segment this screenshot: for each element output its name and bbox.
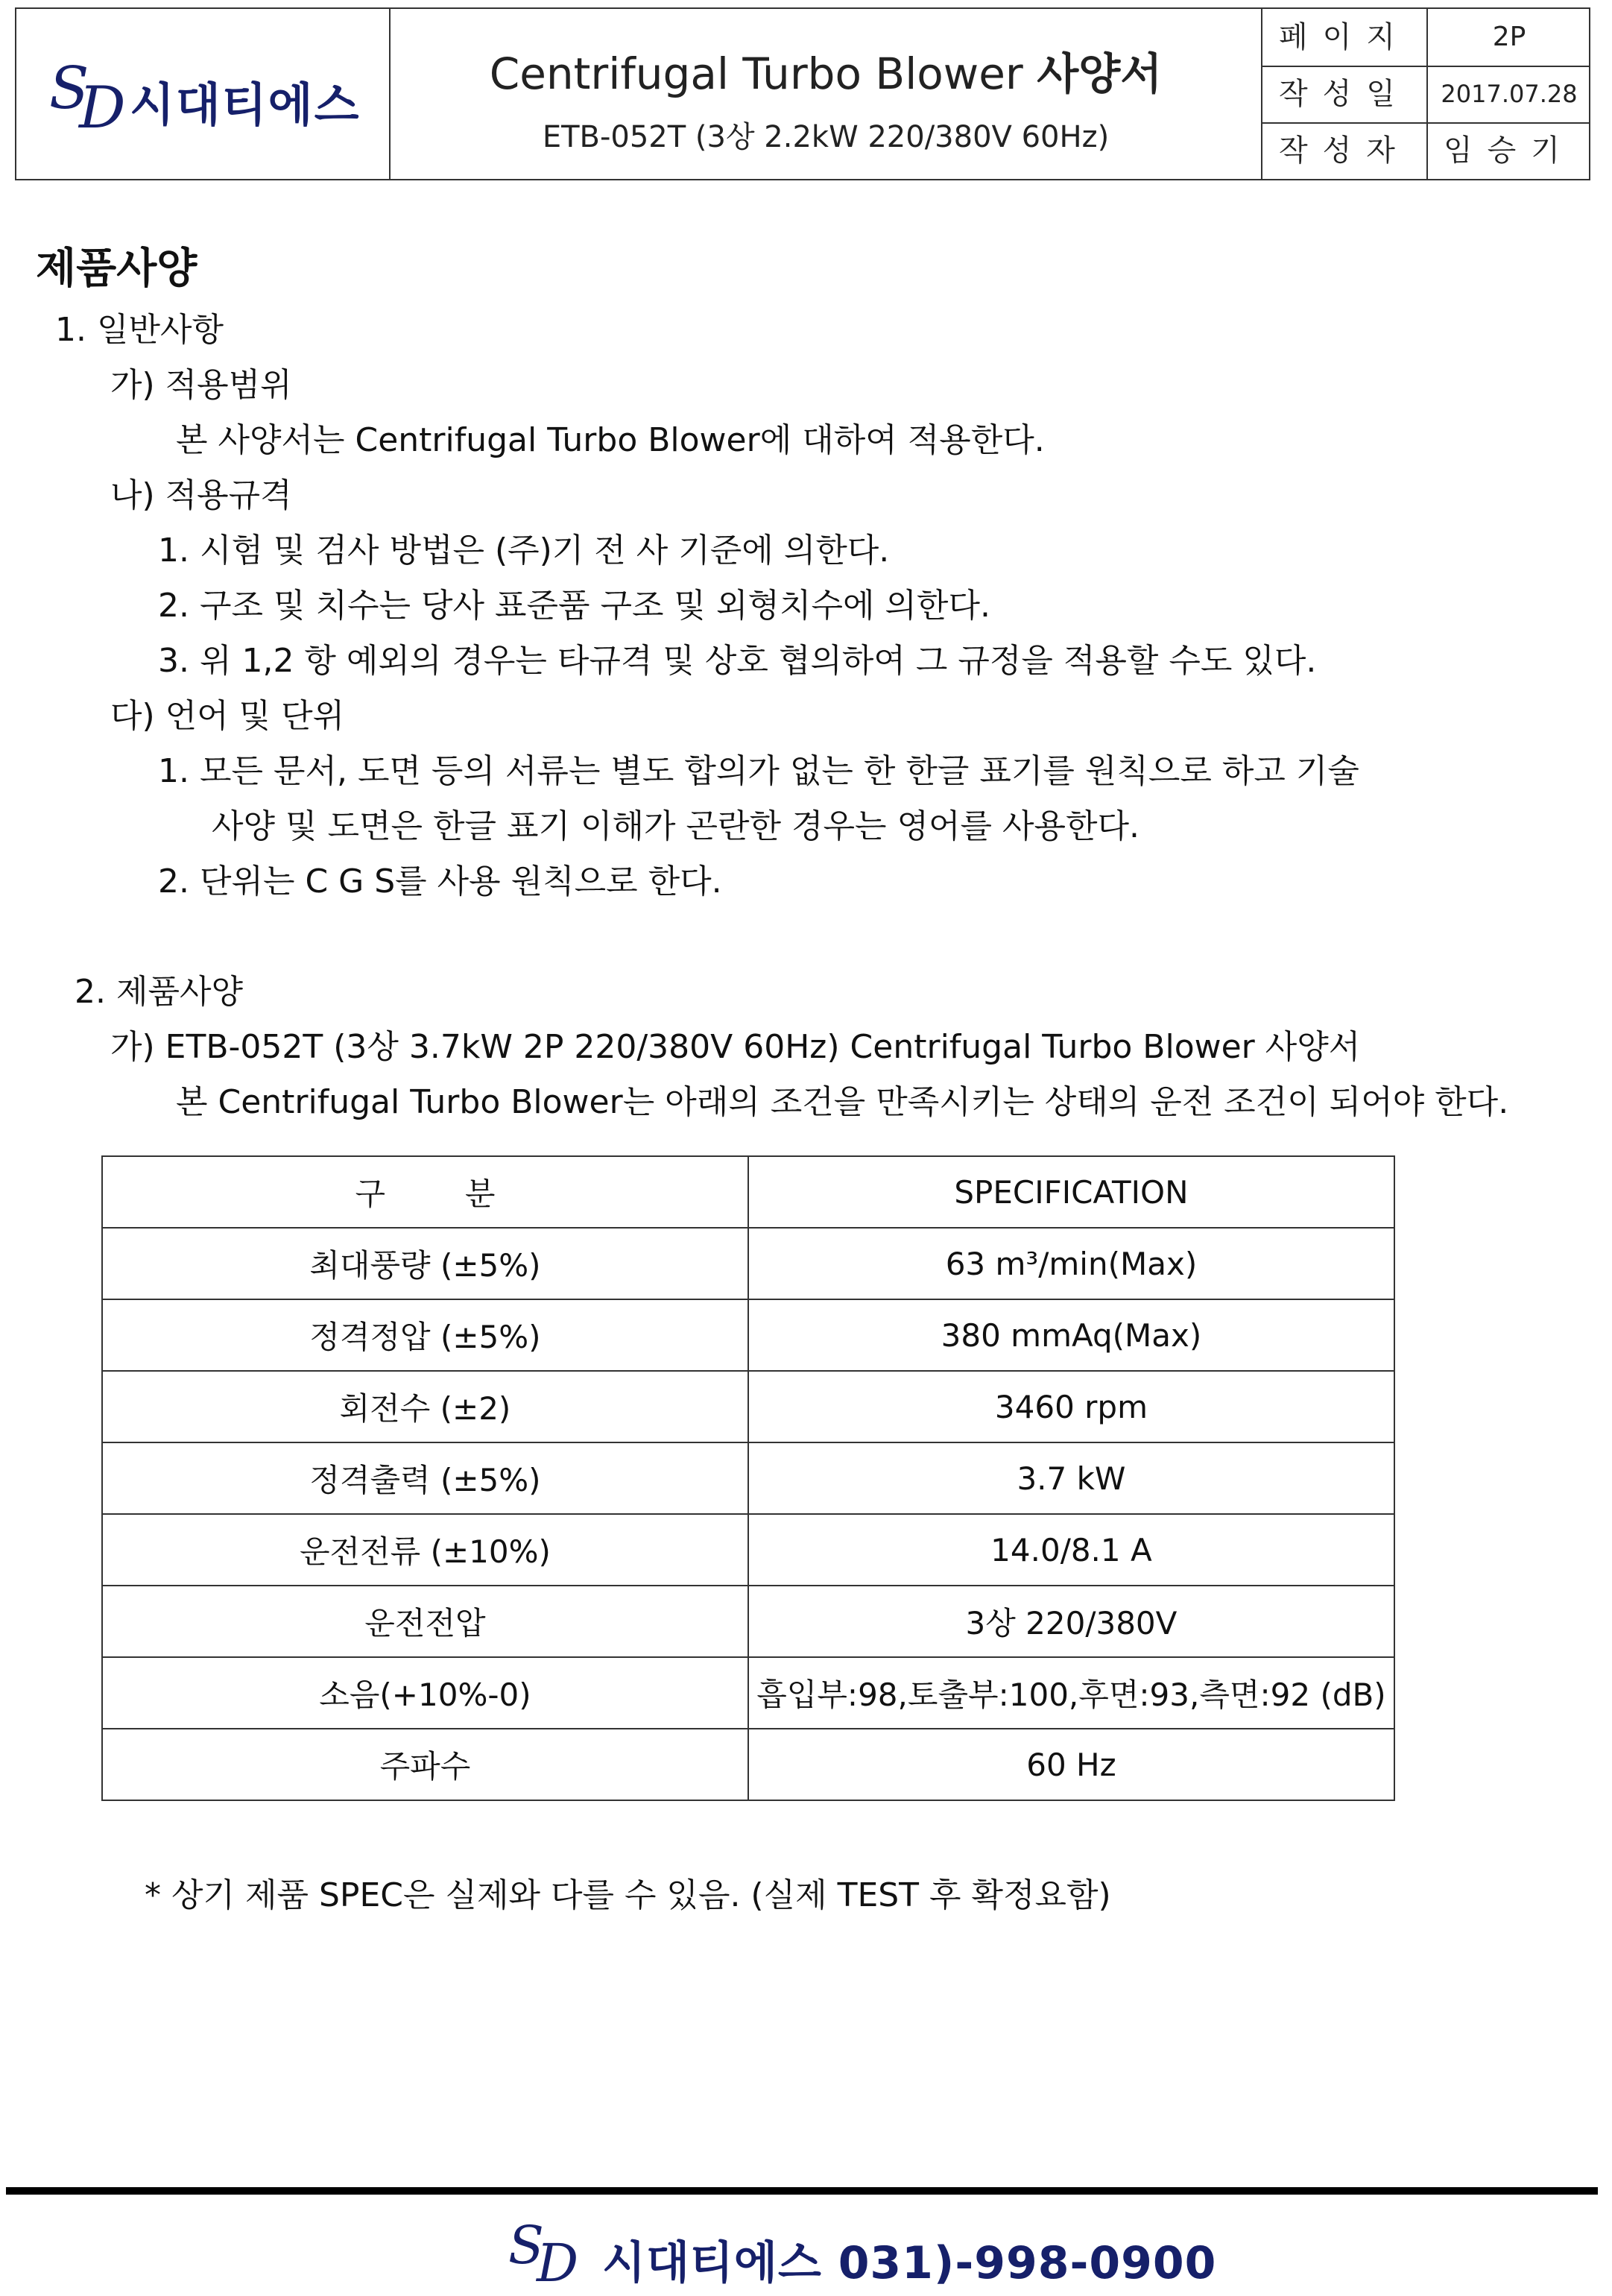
spec-row bbox=[102, 1586, 1394, 1657]
s1-b-item: 2. 구조 및 치수는 당사 표준품 구조 및 외형치수에 의한다. bbox=[158, 587, 990, 625]
s1-a-text: 본 사양서는 Centrifugal Turbo Blower에 대하여 적용한다. bbox=[176, 421, 1045, 459]
spec-key: 회전수 (±2) bbox=[102, 1371, 748, 1442]
s2-a-title: 가) ETB-052T (3상 3.7kW 2P 220/380V 60Hz) Centrifugal Turbo Blower 사양서 bbox=[110, 1028, 1361, 1066]
spec-header-key: 구 분 bbox=[102, 1156, 748, 1228]
spec-row bbox=[102, 1657, 1394, 1729]
svg-text:S: S bbox=[49, 55, 89, 122]
meta-value: 임승기 bbox=[1444, 133, 1575, 168]
s1-c-title: 다) 언어 및 단위 bbox=[110, 697, 345, 735]
meta-key: 작성일 bbox=[1262, 66, 1428, 122]
spec-value: 60 Hz bbox=[748, 1729, 1394, 1800]
sd-logo-icon bbox=[46, 50, 128, 139]
meta-key: 페이지 bbox=[1262, 9, 1428, 66]
s1-c-item: 2. 단위는 C G S를 사용 원칙으로 한다. bbox=[158, 862, 722, 901]
s1-c-item-line: 1. 모든 문서, 도면 등의 서류는 별도 합의가 없는 한 한글 표기를 원칙으로 하고 기술 bbox=[158, 752, 1359, 790]
s1-b-title: 나) 적용규격 bbox=[110, 476, 292, 514]
sd-logo-icon bbox=[507, 2211, 581, 2290]
spec-value: 14.0/8.1 A bbox=[748, 1514, 1394, 1586]
spec-row bbox=[102, 1299, 1394, 1371]
spec-header-row bbox=[102, 1156, 1394, 1228]
meta-table bbox=[1261, 9, 1590, 179]
spec-header-value: SPECIFICATION bbox=[748, 1156, 1394, 1228]
svg-text:S: S bbox=[508, 2215, 544, 2276]
spec-row bbox=[102, 1228, 1394, 1299]
document-title bbox=[391, 39, 1261, 101]
spec-key: 운전전류 (±10%) bbox=[102, 1514, 748, 1586]
document-header bbox=[15, 7, 1590, 180]
meta-row-page bbox=[1262, 9, 1590, 67]
spec-value: 3.7 kW bbox=[748, 1442, 1394, 1514]
spec-key: 정격정압 (±5%) bbox=[102, 1299, 748, 1371]
logo-cell bbox=[16, 9, 391, 179]
spec-key: 운전전압 bbox=[102, 1586, 748, 1657]
svg-text:D: D bbox=[79, 75, 126, 139]
spec-key: 주파수 bbox=[102, 1729, 748, 1800]
document-title-main: Centrifugal Turbo Blower bbox=[489, 48, 1023, 99]
s2-a-text: 본 Centrifugal Turbo Blower는 아래의 조건을 만족시키는 상태의 운전 조건이 되어야 한다. bbox=[176, 1083, 1509, 1121]
spec-value: 흡입부:98,토출부:100,후면:93,측면:92 (dB) bbox=[748, 1657, 1394, 1729]
spec-row bbox=[102, 1514, 1394, 1586]
meta-key: 작성자 bbox=[1262, 122, 1428, 179]
section-title: 제품사양 bbox=[36, 245, 197, 293]
meta-value: 2P bbox=[1492, 22, 1526, 52]
footer bbox=[507, 2211, 1217, 2293]
spec-row bbox=[102, 1729, 1394, 1800]
spec-value: 380 mmAq(Max) bbox=[748, 1299, 1394, 1371]
company-logo bbox=[46, 50, 374, 139]
s1-b-item: 3. 위 1,2 항 예외의 경우는 타규격 및 상호 협의하여 그 규정을 적용할 수도 있다. bbox=[158, 642, 1317, 680]
svg-text:D: D bbox=[537, 2233, 579, 2290]
meta-row-date bbox=[1262, 66, 1590, 124]
spec-note: * 상기 제품 SPEC은 실제와 다를 수 있음. (실제 TEST 후 확정요함) bbox=[145, 1876, 1111, 1914]
spec-key: 최대풍량 (±5%) bbox=[102, 1228, 748, 1299]
footer-contact: 시대티에스 031)-998-0900 bbox=[602, 2237, 1217, 2289]
spec-key: 소음(+10%-0) bbox=[102, 1657, 748, 1729]
spec-key: 정격출력 (±5%) bbox=[102, 1442, 748, 1514]
spec-row bbox=[102, 1371, 1394, 1442]
document-subtitle: ETB-052T (3상 2.2kW 220/380V 60Hz) bbox=[542, 120, 1110, 154]
s1-a-title: 가) 적용범위 bbox=[110, 366, 292, 404]
spec-value: 3460 rpm bbox=[748, 1371, 1394, 1442]
s1-b-item: 1. 시험 및 검사 방법은 (주)기 전 사 기준에 의한다. bbox=[158, 532, 890, 570]
meta-value: 2017.07.28 bbox=[1441, 80, 1578, 108]
logo-text: 시대티에스 bbox=[130, 78, 361, 132]
meta-row-author bbox=[1262, 122, 1590, 179]
s1-c-item-line: 사양 및 도면은 한글 표기 이해가 곤란한 경우는 영어를 사용한다. bbox=[212, 807, 1140, 845]
document-title-bold: 사양서 bbox=[1037, 48, 1163, 99]
title-cell bbox=[391, 9, 1261, 179]
s2-title: 2. 제품사양 bbox=[75, 973, 243, 1011]
spec-row bbox=[102, 1442, 1394, 1514]
spec-table bbox=[101, 1155, 1395, 1801]
s1-title: 1. 일반사항 bbox=[55, 311, 224, 349]
footer-rule bbox=[6, 2187, 1598, 2195]
spec-value: 3상 220/380V bbox=[748, 1586, 1394, 1657]
spec-value: 63 m³/min(Max) bbox=[748, 1228, 1394, 1299]
